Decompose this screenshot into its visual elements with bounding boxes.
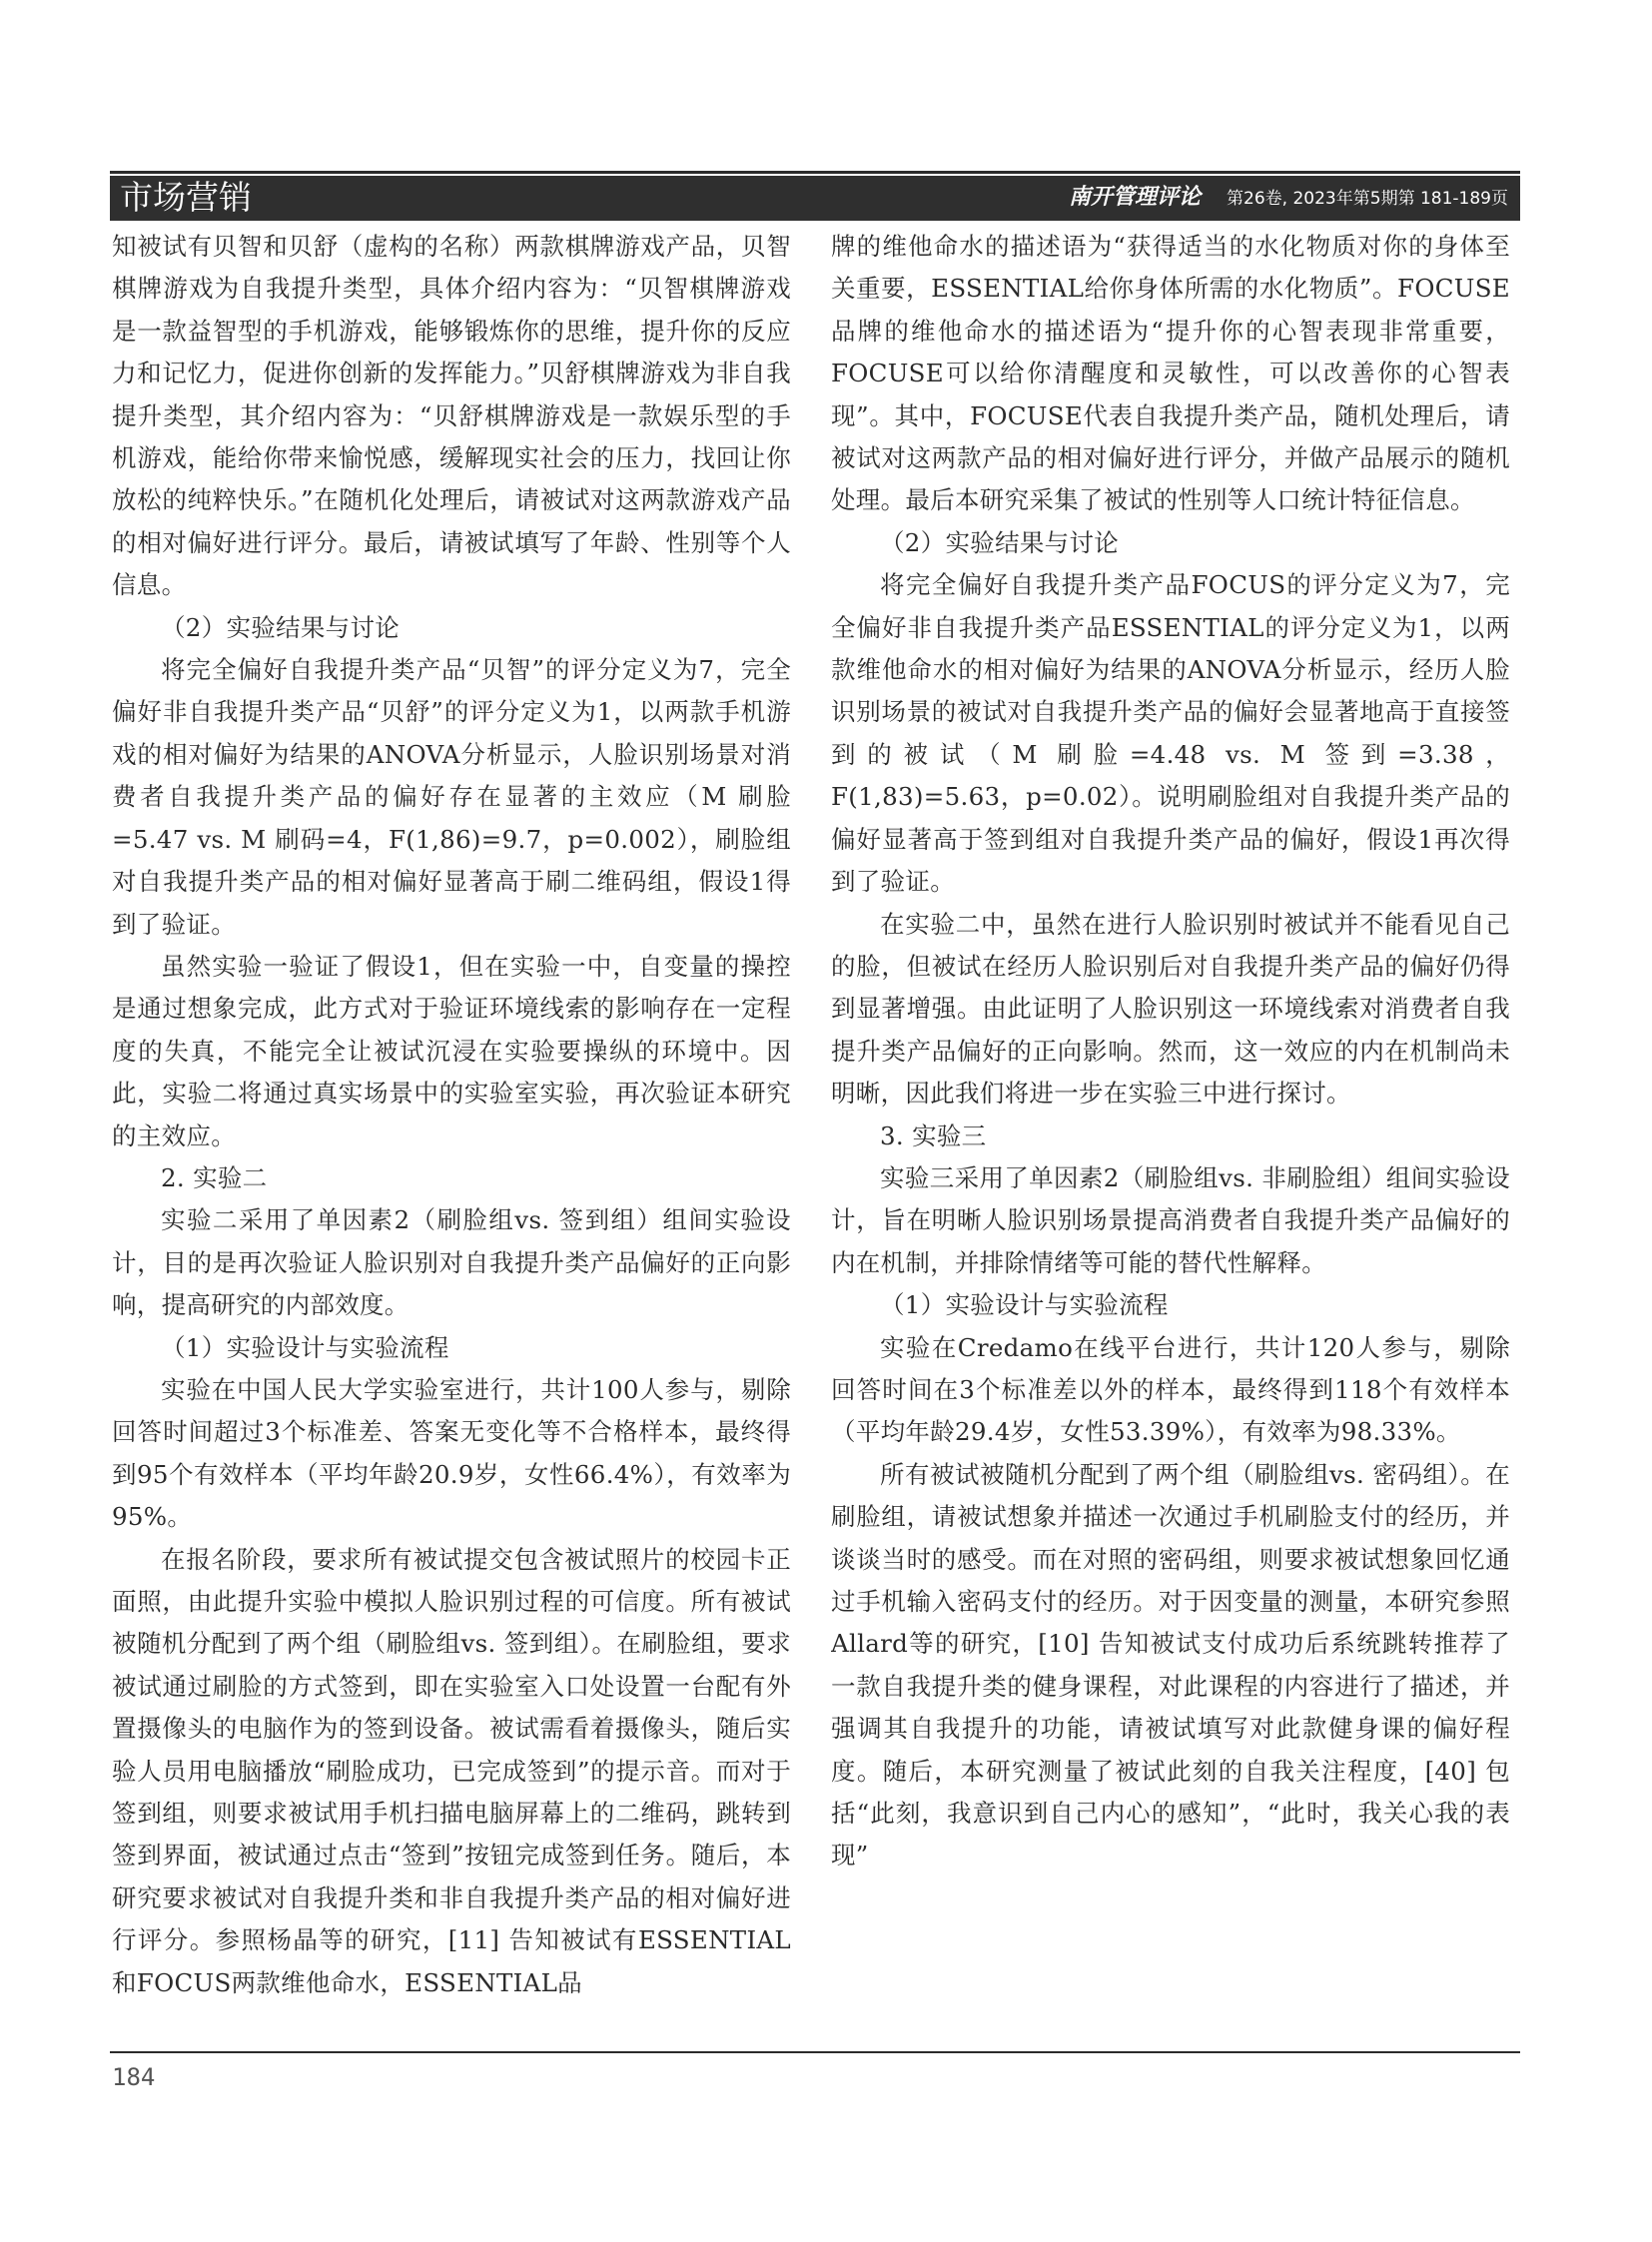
paragraph: 实验二采用了单因素2（刷脸组vs. 签到组）组间实验设计，目的是再次验证人脸识别对自我提升类产品偏好的正向影响，提高研究的内部效度。 bbox=[112, 1205, 791, 1320]
paragraph: 虽然实验一验证了假设1，但在实验一中，自变量的操控是通过想象完成，此方式对于验证环境线索的影响存在一定程度的失真，不能完全让被试沉浸在实验要操纵的环境中。因此，实验二将通过真实场景中的实验室实验，再次验证本研究的主效应。 bbox=[112, 951, 791, 1150]
subsection-heading: （2）实验结果与讨论 bbox=[880, 527, 1120, 557]
paragraph: 在报名阶段，要求所有被试提交包含被试照片的校园卡正面照，由此提升实验中模拟人脸识别过程的可信度。所有被试被随机分配到了两个组（刷脸组vs. 签到组）。在刷脸组，要求被试通过刷脸的方式签到，即在实验室入口处设置一台配有外置摄像头的电脑作为的签到设备。被试需看着摄像头，随后实验人员用电脑播放“刷脸成功，已完成签到”的提示音。而对于签到组，则要求被试用手机扫描电脑屏幕上的二维码，跳转到签到界面，被试通过点击“签到”按钮完成签到任务。随后，本研究要求被试对自我提升类和非自我提升类产品的相对偏好进行评分。参照杨晶等的研究，[11] 告知被试有ESSENTIAL和FOCUS两款维他命水，ESSENTIAL品 bbox=[112, 1544, 791, 1997]
paragraph: 实验三采用了单因素2（刷脸组vs. 非刷脸组）组间实验设计，旨在明晰人脸识别场景提高消费者自我提升类产品偏好的内在机制，并排除情绪等可能的替代性解释。 bbox=[831, 1162, 1510, 1277]
paragraph: 所有被试被随机分配到了两个组（刷脸组vs. 密码组）。在刷脸组，请被试想象并描述一次通过手机刷脸支付的经历，并谈谈当时的感受。而在对照的密码组，则要求被试想象回忆通过手机输入密码支付的经历。对于因变量的测量，本研究参照Allard等的研究，[10] 告知被试支付成功后系统跳转推荐了一款自我提升类的健身课程，对此课程的内容进行了描述，并强调其自我提升的功能，请被试填写对此款健身课的偏好程度。随后，本研究测量了被试此刻的自我关注程度，[40] 包括“此刻，我意识到自己内心的感知”，“此时，我关心我的表现” bbox=[831, 1459, 1510, 1870]
subsection-heading: （1）实验设计与实验流程 bbox=[161, 1332, 449, 1362]
subsection-heading: （2）实验结果与讨论 bbox=[161, 612, 401, 642]
paragraph: 实验在中国人民大学实验室进行，共计100人参与，剔除回答时间超过3个标准差、答案无变化等不合格样本，最终得到95个有效样本（平均年龄20.9岁，女性66.4%），有效率为95%。 bbox=[112, 1374, 791, 1532]
page-number: 184 bbox=[112, 2063, 156, 2091]
section-label: 市场营销 bbox=[120, 178, 252, 217]
paragraph: 将完全偏好自我提升类产品“贝智”的评分定义为7，完全偏好非自我提升类产品“贝舒”的评分定义为1，以两款手机游戏的相对偏好为结果的ANOVA分析显示，人脸识别场景对消费者自我提升类产品的偏好存在显著的主效应（M 刷脸=5.47 vs. M 刷码=4，F(1,86)=9.7，p=0.002），刷脸组对自我提升类产品的相对偏好显著高于刷二维码组，假设1得到了验证。 bbox=[112, 655, 791, 939]
subsection-heading: （1）实验设计与实验流程 bbox=[880, 1290, 1169, 1320]
paragraph: 实验在Credamo在线平台进行，共计120人参与，剔除回答时间在3个标准差以外的样本，最终得到118个有效样本（平均年龄29.4岁，女性53.39%），有效率为98.33%。 bbox=[831, 1332, 1510, 1447]
running-header bbox=[110, 176, 1520, 221]
issue-info: 第26卷, 2023年第5期第 181-189页 bbox=[1227, 189, 1508, 209]
paragraph: 在实验二中，虽然在进行人脸识别时被试并不能看见自己的脸，但被试在经历人脸识别后对自我提升类产品的偏好仍得到显著增强。由此证明了人脸识别这一环境线索对消费者自我提升类产品偏好的正向影响。然而，这一效应的内在机制尚未明晰，因此我们将进一步在实验三中进行探讨。 bbox=[831, 909, 1510, 1109]
header-top-rule bbox=[110, 171, 1520, 174]
paragraph: 牌的维他命水的描述语为“获得适当的水化物质对你的身体至关重要，ESSENTIAL给你身体所需的水化物质”。FOCUSE品牌的维他命水的描述语为“提升你的心智表现非常重要，FOCUSE可以给你清醒度和灵敏性，可以改善你的心智表现”。其中，FOCUSE代表自我提升类产品，随机处理后，请被试对这两款产品的相对偏好进行评分，并做产品展示的随机处理。最后本研究采集了被试的性别等人口统计特征信息。 bbox=[831, 232, 1510, 515]
footer-rule bbox=[110, 2051, 1520, 2053]
paragraph: 将完全偏好自我提升类产品FOCUS的评分定义为7，完全偏好非自我提升类产品ESSENTIAL的评分定义为1，以两款维他命水的相对偏好为结果的ANOVA分析显示，经历人脸识别场景的被试对自我提升类产品的偏好会显著地高于直接签到的被试（M 刷脸=4.48 vs. M 签到=3.38，F(1,83)=5.63，p=0.02）。说明刷脸组对自我提升类产品的偏好显著高于签到组对自我提升类产品的偏好，假设1再次得到了验证。 bbox=[831, 570, 1510, 897]
left-column bbox=[112, 226, 791, 2043]
paragraph: 知被试有贝智和贝舒（虚构的名称）两款棋牌游戏产品，贝智棋牌游戏为自我提升类型，具体介绍内容为：“贝智棋牌游戏是一款益智型的手机游戏，能够锻炼你的思维，提升你的反应力和记忆力，促进你创新的发挥能力。”贝舒棋牌游戏为非自我提升类型，其介绍内容为：“贝舒棋牌游戏是一款娱乐型的手机游戏，能给你带来愉悦感，缓解现实社会的压力，找回让你放松的纯粹快乐。”在随机化处理后，请被试对这两款游戏产品的相对偏好进行评分。最后，请被试填写了年龄、性别等个人信息。 bbox=[112, 232, 791, 600]
section-heading: 3. 实验三 bbox=[880, 1121, 987, 1150]
right-column bbox=[831, 226, 1510, 2043]
journal-name: 南开管理评论 bbox=[1069, 185, 1202, 210]
section-heading: 2. 实验二 bbox=[161, 1162, 268, 1192]
